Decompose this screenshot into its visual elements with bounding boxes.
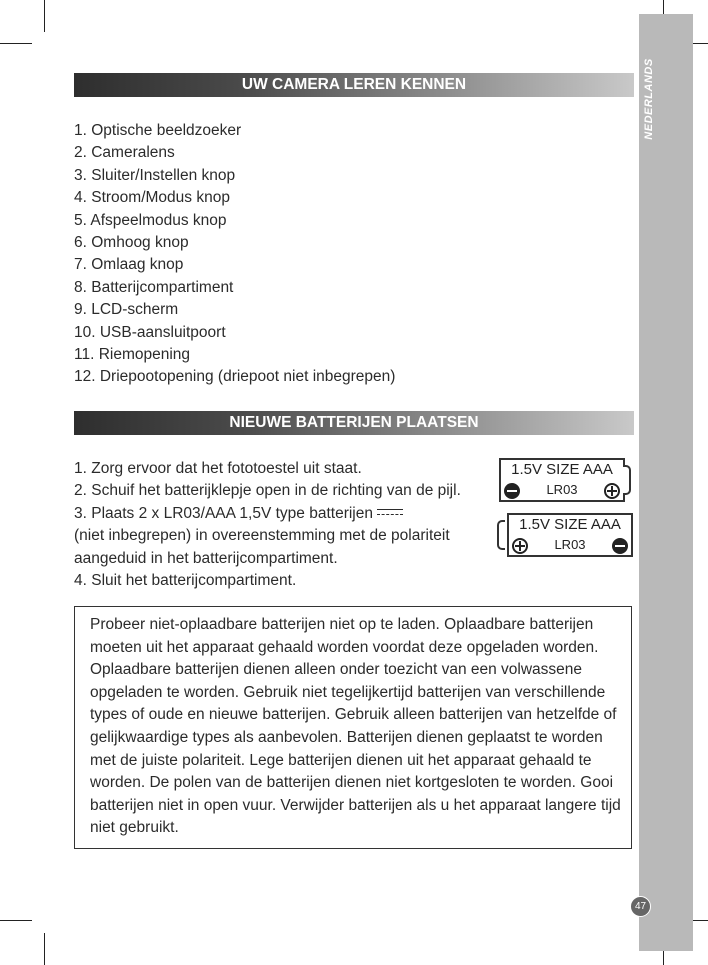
minus-icon bbox=[612, 538, 628, 554]
list-item: 2. Cameralens bbox=[74, 144, 175, 162]
section-heading-camera: UW CAMERA LEREN KENNEN bbox=[74, 73, 634, 97]
battery-type-label: LR03 bbox=[546, 482, 578, 497]
list-item: 9. LCD-scherm bbox=[74, 301, 179, 319]
list-item: 4. Stroom/Modus knop bbox=[74, 189, 230, 207]
step-text: 3. Plaats 2 x LR03/AAA 1,5V type batterijen bbox=[74, 504, 373, 522]
battery-steps-list bbox=[74, 458, 474, 592]
list-item: 11. Riemopening bbox=[74, 346, 191, 364]
list-item: 7. Omlaag knop bbox=[74, 256, 184, 274]
battery-size-label: 1.5V SIZE AAA bbox=[519, 516, 621, 533]
battery-terminal bbox=[623, 465, 631, 495]
list-item: 12. Driepootopening (driepoot niet inbegrepen) bbox=[74, 368, 396, 386]
battery-size-label: 1.5V SIZE AAA bbox=[511, 461, 613, 478]
list-item: 3. Sluiter/Instellen knop bbox=[74, 166, 236, 184]
battery-warning-box: Probeer niet-oplaadbare batterijen niet op te laden. Oplaadbare batterijen moeten uit het apparaat gehaald worden voordat deze opgeladen worden. Oplaadbare batterijen dienen alleen onder toezicht van een volwassene opgeladen te worden. Gebruik niet tegelijkertijd batterijen van verschillende types of oude en nieuwe batterijen. Gebruik alleen batterijen van hetzelfde of gelijkwaardige types als aanbevolen. Batterijen dienen geplaatst te worden met de juiste polariteit. Lege batterijen dienen uit het apparaat gehaald te worden. De polen van de batterijen dienen niet kortgesloten te worden. Gooi batterijen niet in open vuur. Verwijder batterijen als u het apparaat langere tijd niet gebruikt. bbox=[74, 606, 632, 849]
battery-illustration bbox=[507, 513, 633, 557]
step-item bbox=[74, 503, 474, 525]
list-item: 10. USB-aansluitpoort bbox=[74, 323, 226, 341]
step-item: (niet inbegrepen) in overeenstemming met de polariteit bbox=[74, 527, 450, 545]
language-sidebar bbox=[639, 14, 693, 951]
language-label: NEDERLANDS bbox=[643, 58, 655, 140]
page-number: 47 bbox=[630, 896, 651, 917]
step-item: 4. Sluit het batterijcompartiment. bbox=[74, 572, 297, 590]
list-item: 6. Omhoog knop bbox=[74, 234, 189, 252]
camera-parts-list bbox=[74, 120, 395, 389]
battery-terminal bbox=[497, 520, 505, 550]
dc-symbol-icon bbox=[377, 509, 403, 517]
battery-illustration bbox=[499, 458, 625, 502]
battery-type-label: LR03 bbox=[554, 537, 586, 552]
plus-icon bbox=[512, 538, 528, 554]
list-item: 5. Afspeelmodus knop bbox=[74, 211, 227, 229]
section-heading-batteries: NIEUWE BATTERIJEN PLAATSEN bbox=[74, 411, 634, 435]
crop-mark bbox=[44, 0, 45, 32]
plus-icon bbox=[604, 483, 620, 499]
list-item: 1. Optische beeldzoeker bbox=[74, 122, 242, 139]
step-item: 2. Schuif het batterijklepje open in de richting van de pijl. bbox=[74, 482, 461, 500]
step-item: aangeduid in het batterijcompartiment. bbox=[74, 549, 338, 567]
list-item: 8. Batterijcompartiment bbox=[74, 278, 234, 296]
crop-mark bbox=[44, 933, 45, 965]
step-item: 1. Zorg ervoor dat het fototoestel uit staat. bbox=[74, 460, 362, 477]
minus-icon bbox=[504, 483, 520, 499]
crop-mark bbox=[0, 43, 32, 44]
crop-mark bbox=[0, 920, 32, 921]
